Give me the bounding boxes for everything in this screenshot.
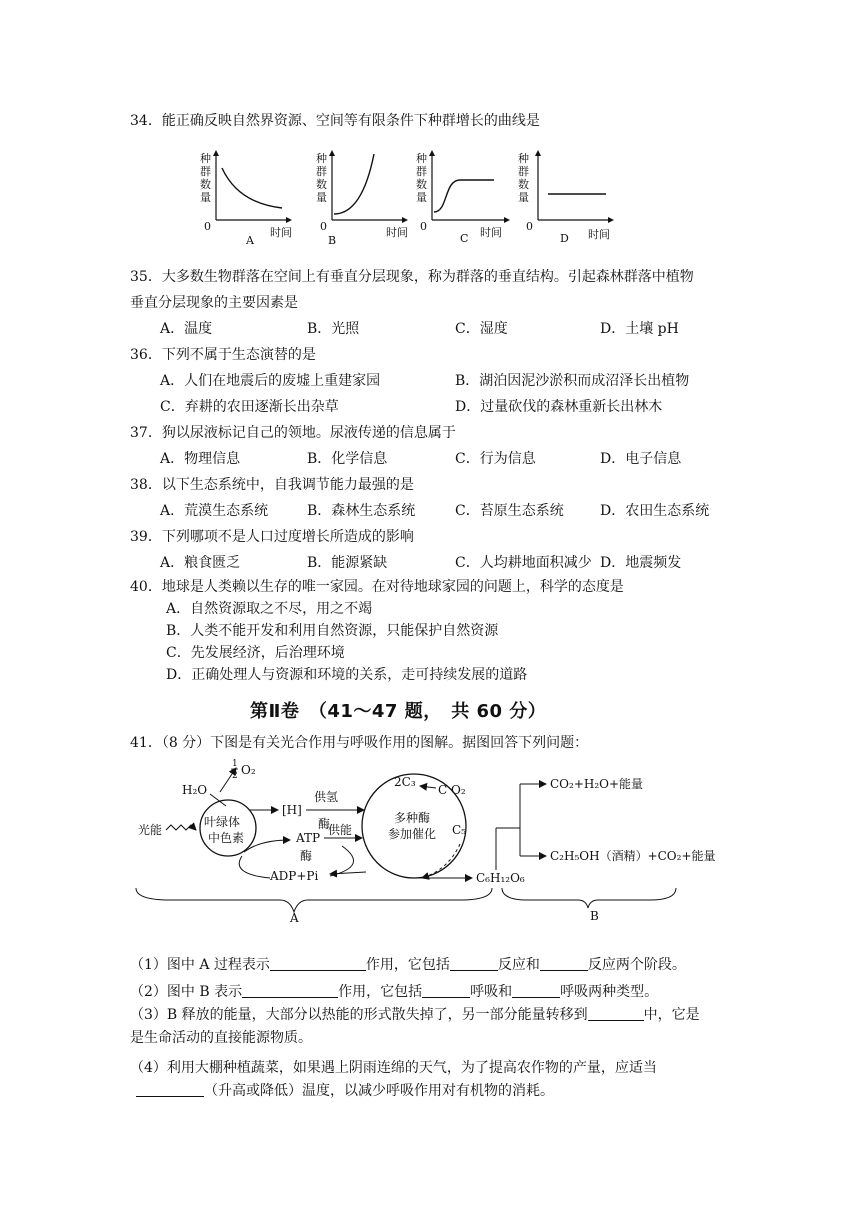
q38-option-c: C．苔原生态系统 [455, 503, 564, 519]
svg-text:0: 0 [320, 220, 327, 233]
graph-label-c: C [460, 232, 469, 245]
svg-text:时间: 时间 [480, 226, 502, 239]
q41-sub4-line1: （4）利用大棚种植蔬菜，如果遇上阴雨连绵的天气，为了提高农作物的产量，应适当 [130, 1060, 657, 1076]
q36-option-b: B．湖泊因泥沙淤积而成沼泽长出植物 [455, 373, 690, 389]
q41-stem: 41．（8 分）下图是有关光合作用与呼吸作用的图解。据图回答下列问题： [130, 735, 589, 751]
q35-option-b: B．光照 [307, 321, 360, 337]
anaerobic-products: C₂H₅OH（酒精）+CO₂+能量 [550, 849, 716, 863]
h-label: [H] [282, 803, 302, 817]
q34-stem: 34．能正确反映自然界资源、空间等有限条件下种群增长的曲线是 [130, 113, 540, 129]
graph-label-a: A [246, 234, 254, 247]
q35-option-d: D．土壤 pH [600, 321, 679, 337]
svg-text:量: 量 [518, 191, 529, 204]
svg-text:量: 量 [416, 191, 427, 204]
q41-sub3: （3）B 释放的能量，大部分以热能的形式散失掉了，另一部分能量转移到 中，它是 [130, 1007, 700, 1023]
svg-text:供能: 供能 [328, 823, 353, 837]
q38-option-b: B．森林生态系统 [307, 503, 416, 519]
svg-text:数: 数 [416, 178, 427, 191]
q39-option-d: D．地震频发 [600, 555, 682, 571]
q37-option-d: D．电子信息 [600, 451, 682, 467]
answer-blank[interactable] [242, 983, 338, 998]
svg-text:2: 2 [232, 771, 238, 781]
q36-option-c: C．弃耕的农田逐渐长出杂草 [160, 399, 339, 415]
q38-option-d: D．农田生态系统 [600, 503, 710, 519]
q36-stem: 36．下列不属于生态演替的是 [130, 347, 316, 363]
svg-text:量: 量 [200, 191, 211, 204]
svg-text:数: 数 [200, 178, 211, 191]
q40-stem: 40．地球是人类赖以生存的唯一家园。在对待地球家园的问题上，科学的态度是 [130, 579, 624, 595]
q38-option-a: A．荒漠生态系统 [160, 503, 269, 519]
svg-text:群: 群 [518, 165, 529, 178]
svg-text:多种酶: 多种酶 [394, 811, 431, 825]
graph-label-b: B [328, 234, 337, 247]
svg-text:群: 群 [316, 165, 327, 178]
svg-text:数: 数 [316, 178, 327, 191]
q41-sub2: （2）图中 B 表示 作用，它包括 呼吸和 呼吸两种类型。 [130, 984, 659, 1000]
answer-blank[interactable] [512, 983, 560, 998]
svg-text:参加催化: 参加催化 [388, 827, 437, 841]
q34-graph-d [516, 148, 616, 248]
svg-text:群: 群 [416, 165, 427, 178]
q35-stem-line1: 35．大多数生物群落在空间上有垂直分层现象，称为群落的垂直结构。引起森林群落中植物 [130, 269, 694, 285]
brace-b [502, 888, 676, 908]
graph-label-d: D [560, 232, 569, 245]
section-title: 第Ⅱ卷 （41～47 题， 共 60 分） [250, 701, 547, 722]
svg-text:时间: 时间 [588, 228, 610, 241]
svg-text:0: 0 [420, 220, 427, 233]
q35-option-a: A．温度 [160, 321, 213, 337]
svg-text:种: 种 [518, 152, 529, 165]
svg-text:0: 0 [204, 220, 211, 233]
q36-option-a: A．人们在地震后的废墟上重建家园 [160, 373, 381, 389]
svg-text:1: 1 [232, 759, 238, 769]
curve-a [222, 168, 282, 208]
curve-c [434, 180, 494, 212]
photosynthesis-respiration-diagram [130, 756, 730, 926]
q35-stem-line2: 垂直分层现象的主要因素是 [130, 295, 298, 311]
q40-option-b: B．人类不能开发和利用自然资源，只能保护自然资源 [166, 623, 499, 639]
answer-blank[interactable] [588, 1006, 644, 1021]
aerobic-products: CO₂+H₂O+能量 [550, 777, 644, 791]
svg-text:种: 种 [416, 152, 427, 165]
q39-stem: 39．下列哪项不是人口过度增长所造成的影响 [130, 529, 414, 545]
answer-blank[interactable] [540, 956, 588, 971]
q34-graph-b [314, 148, 410, 248]
svg-text:时间: 时间 [270, 226, 292, 239]
svg-text:数: 数 [518, 178, 529, 191]
answer-blank[interactable] [270, 956, 366, 971]
brace-a [136, 888, 492, 912]
q38-stem: 38．以下生态系统中，自我调节能力最强的是 [130, 477, 414, 493]
o2-label: O₂ [241, 763, 256, 777]
c5-label: C₅ [452, 823, 466, 837]
co2-label: C O₂ [438, 783, 466, 797]
atp-label: ATP [296, 831, 321, 845]
q35-option-c: C．湿度 [455, 321, 508, 337]
q36-option-d: D．过量砍伐的森林重新长出林木 [455, 399, 663, 415]
svg-text:酶: 酶 [318, 817, 331, 831]
q37-option-a: A．物理信息 [160, 451, 241, 467]
q34-graph-a [198, 148, 294, 248]
svg-text:时间: 时间 [386, 226, 408, 239]
q34-graph-c [414, 148, 514, 248]
svg-text:叶绿体: 叶绿体 [204, 815, 241, 829]
label-b: B [590, 909, 599, 923]
svg-text:种: 种 [316, 152, 327, 165]
h2o-label: H₂O [182, 783, 208, 797]
svg-text:群: 群 [200, 165, 211, 178]
svg-text:0: 0 [526, 220, 533, 233]
label-a: A [290, 911, 299, 925]
q41-sub3-line2: 是生命活动的直接能源物质。 [130, 1030, 312, 1046]
q37-stem: 37．狗以尿液标记自己的领地。尿液传递的信息属于 [130, 425, 456, 441]
q41-sub1: （1）图中 A 过程表示 作用，它包括 反应和 反应两个阶段。 [130, 957, 686, 973]
answer-blank[interactable] [422, 983, 470, 998]
answer-blank[interactable] [450, 956, 498, 971]
light-label: 光能 [138, 823, 163, 837]
svg-text:量: 量 [316, 191, 327, 204]
c3-label: 2C₃ [394, 775, 416, 789]
q40-option-d: D．正确处理人与资源和环境的关系，走可持续发展的道路 [166, 667, 528, 683]
y-label: 种 [200, 152, 211, 165]
glucose-label: C₆H₁₂O₆ [476, 871, 525, 885]
curve-b [334, 154, 374, 214]
q41-sub4-line2: （升高或降低）温度，以减少呼吸作用对有机物的消耗。 [136, 1082, 554, 1100]
answer-blank[interactable] [136, 1082, 204, 1097]
q40-option-c: C．先发展经济，后治理环境 [166, 645, 345, 661]
q39-option-b: B．能源紧缺 [307, 555, 388, 571]
svg-text:中色素: 中色素 [208, 831, 245, 845]
svg-text:酶: 酶 [300, 849, 313, 863]
q37-option-b: B．化学信息 [307, 451, 388, 467]
q40-option-a: A．自然资源取之不尽，用之不竭 [166, 601, 373, 617]
q39-option-a: A．粮食匮乏 [160, 555, 241, 571]
q37-option-c: C．行为信息 [455, 451, 536, 467]
svg-text:供氢: 供氢 [314, 790, 339, 804]
q39-option-c: C．人均耕地面积减少 [455, 555, 592, 571]
adp-label: ADP+Pi [270, 869, 319, 883]
